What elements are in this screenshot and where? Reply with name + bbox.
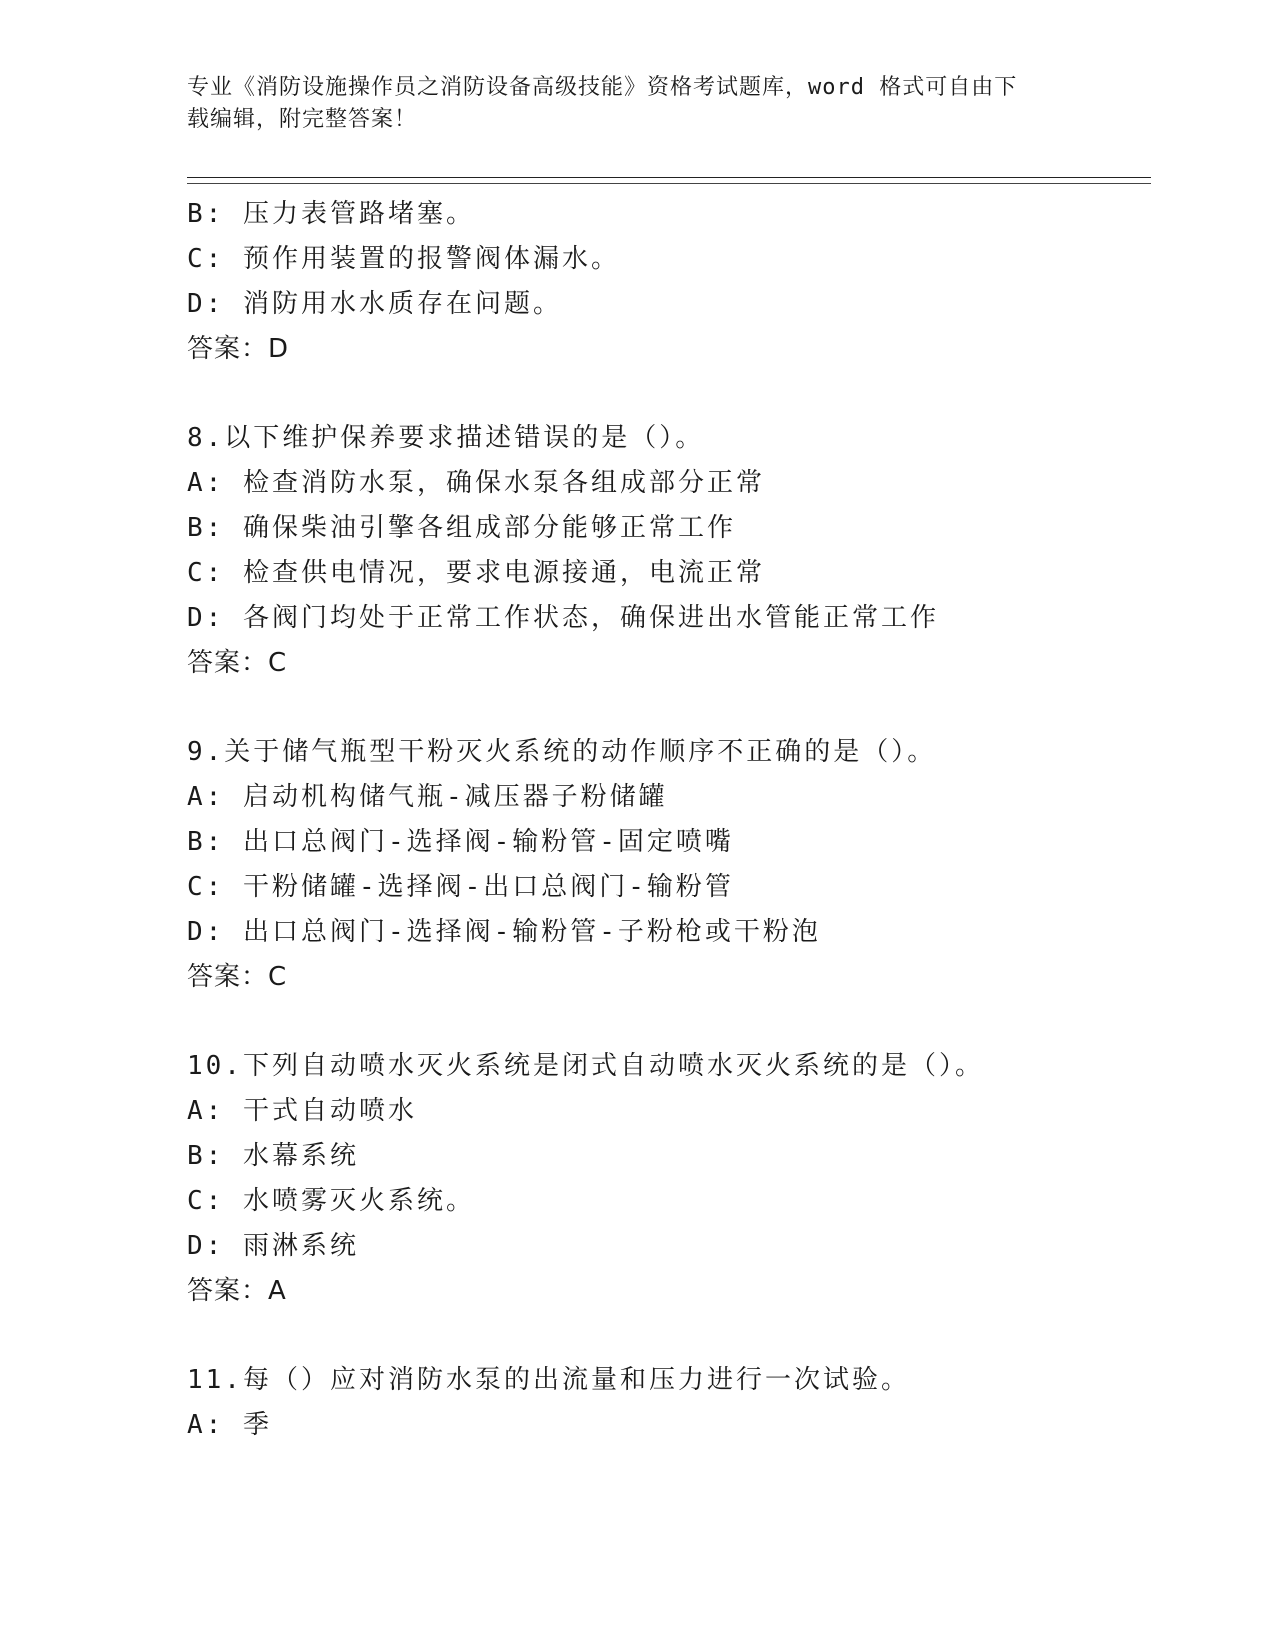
option-line: D: 出口总阀门-选择阀-输粉管-子粉枪或干粉泡 <box>187 917 821 947</box>
header-rule-thick <box>187 177 1151 178</box>
question-title: 11.每（）应对消防水泵的出流量和压力进行一次试验。 <box>187 1365 910 1395</box>
answer-line: 答案：C <box>187 648 288 678</box>
document-header <box>187 72 1067 136</box>
option-line: B: 出口总阀门-选择阀-输粉管-固定喷嘴 <box>187 827 734 857</box>
option-line: B: 水幕系统 <box>187 1141 359 1171</box>
option-line: D: 消防用水水质存在问题。 <box>187 289 562 319</box>
spacer <box>187 1314 1147 1358</box>
option-line: C: 水喷雾灭火系统。 <box>187 1186 475 1216</box>
option-line: A: 检查消防水泵，确保水泵各组成部分正常 <box>187 468 765 498</box>
option-line: A: 季 <box>187 1410 272 1440</box>
answer-line: 答案：A <box>187 1276 287 1306</box>
option-line: A: 启动机构储气瓶-减压器子粉储罐 <box>187 782 668 812</box>
option-line: C: 检查供电情况，要求电源接通，电流正常 <box>187 558 765 588</box>
option-line: B: 压力表管路堵塞。 <box>187 199 475 229</box>
header-line-2: 载编辑，附完整答案！ <box>187 107 418 132</box>
header-line-1: 专业《消防设施操作员之消防设备高级技能》资格考试题库，word 格式可自由下 <box>187 75 1018 100</box>
spacer <box>187 372 1147 416</box>
question-title: 10.下列自动喷水灭火系统是闭式自动喷水灭火系统的是（）。 <box>187 1051 984 1081</box>
option-line: A: 干式自动喷水 <box>187 1096 417 1126</box>
option-line: B: 确保柴油引擎各组成部分能够正常工作 <box>187 513 736 543</box>
option-line: C: 预作用装置的报警阀体漏水。 <box>187 244 620 274</box>
option-line: C: 干粉储罐-选择阀-出口总阀门-输粉管 <box>187 872 734 902</box>
option-line: D: 各阀门均处于正常工作状态，确保进出水管能正常工作 <box>187 603 939 633</box>
question-title: 9.关于储气瓶型干粉灭火系统的动作顺序不正确的是（）。 <box>187 737 937 767</box>
question-content <box>187 192 1147 1448</box>
option-line: D: 雨淋系统 <box>187 1231 359 1261</box>
answer-line: 答案：C <box>187 962 288 992</box>
answer-line: 答案：D <box>187 334 290 364</box>
spacer <box>187 1000 1147 1044</box>
spacer <box>187 686 1147 730</box>
question-title: 8.以下维护保养要求描述错误的是（）。 <box>187 423 705 453</box>
header-rule-thin <box>187 183 1151 184</box>
